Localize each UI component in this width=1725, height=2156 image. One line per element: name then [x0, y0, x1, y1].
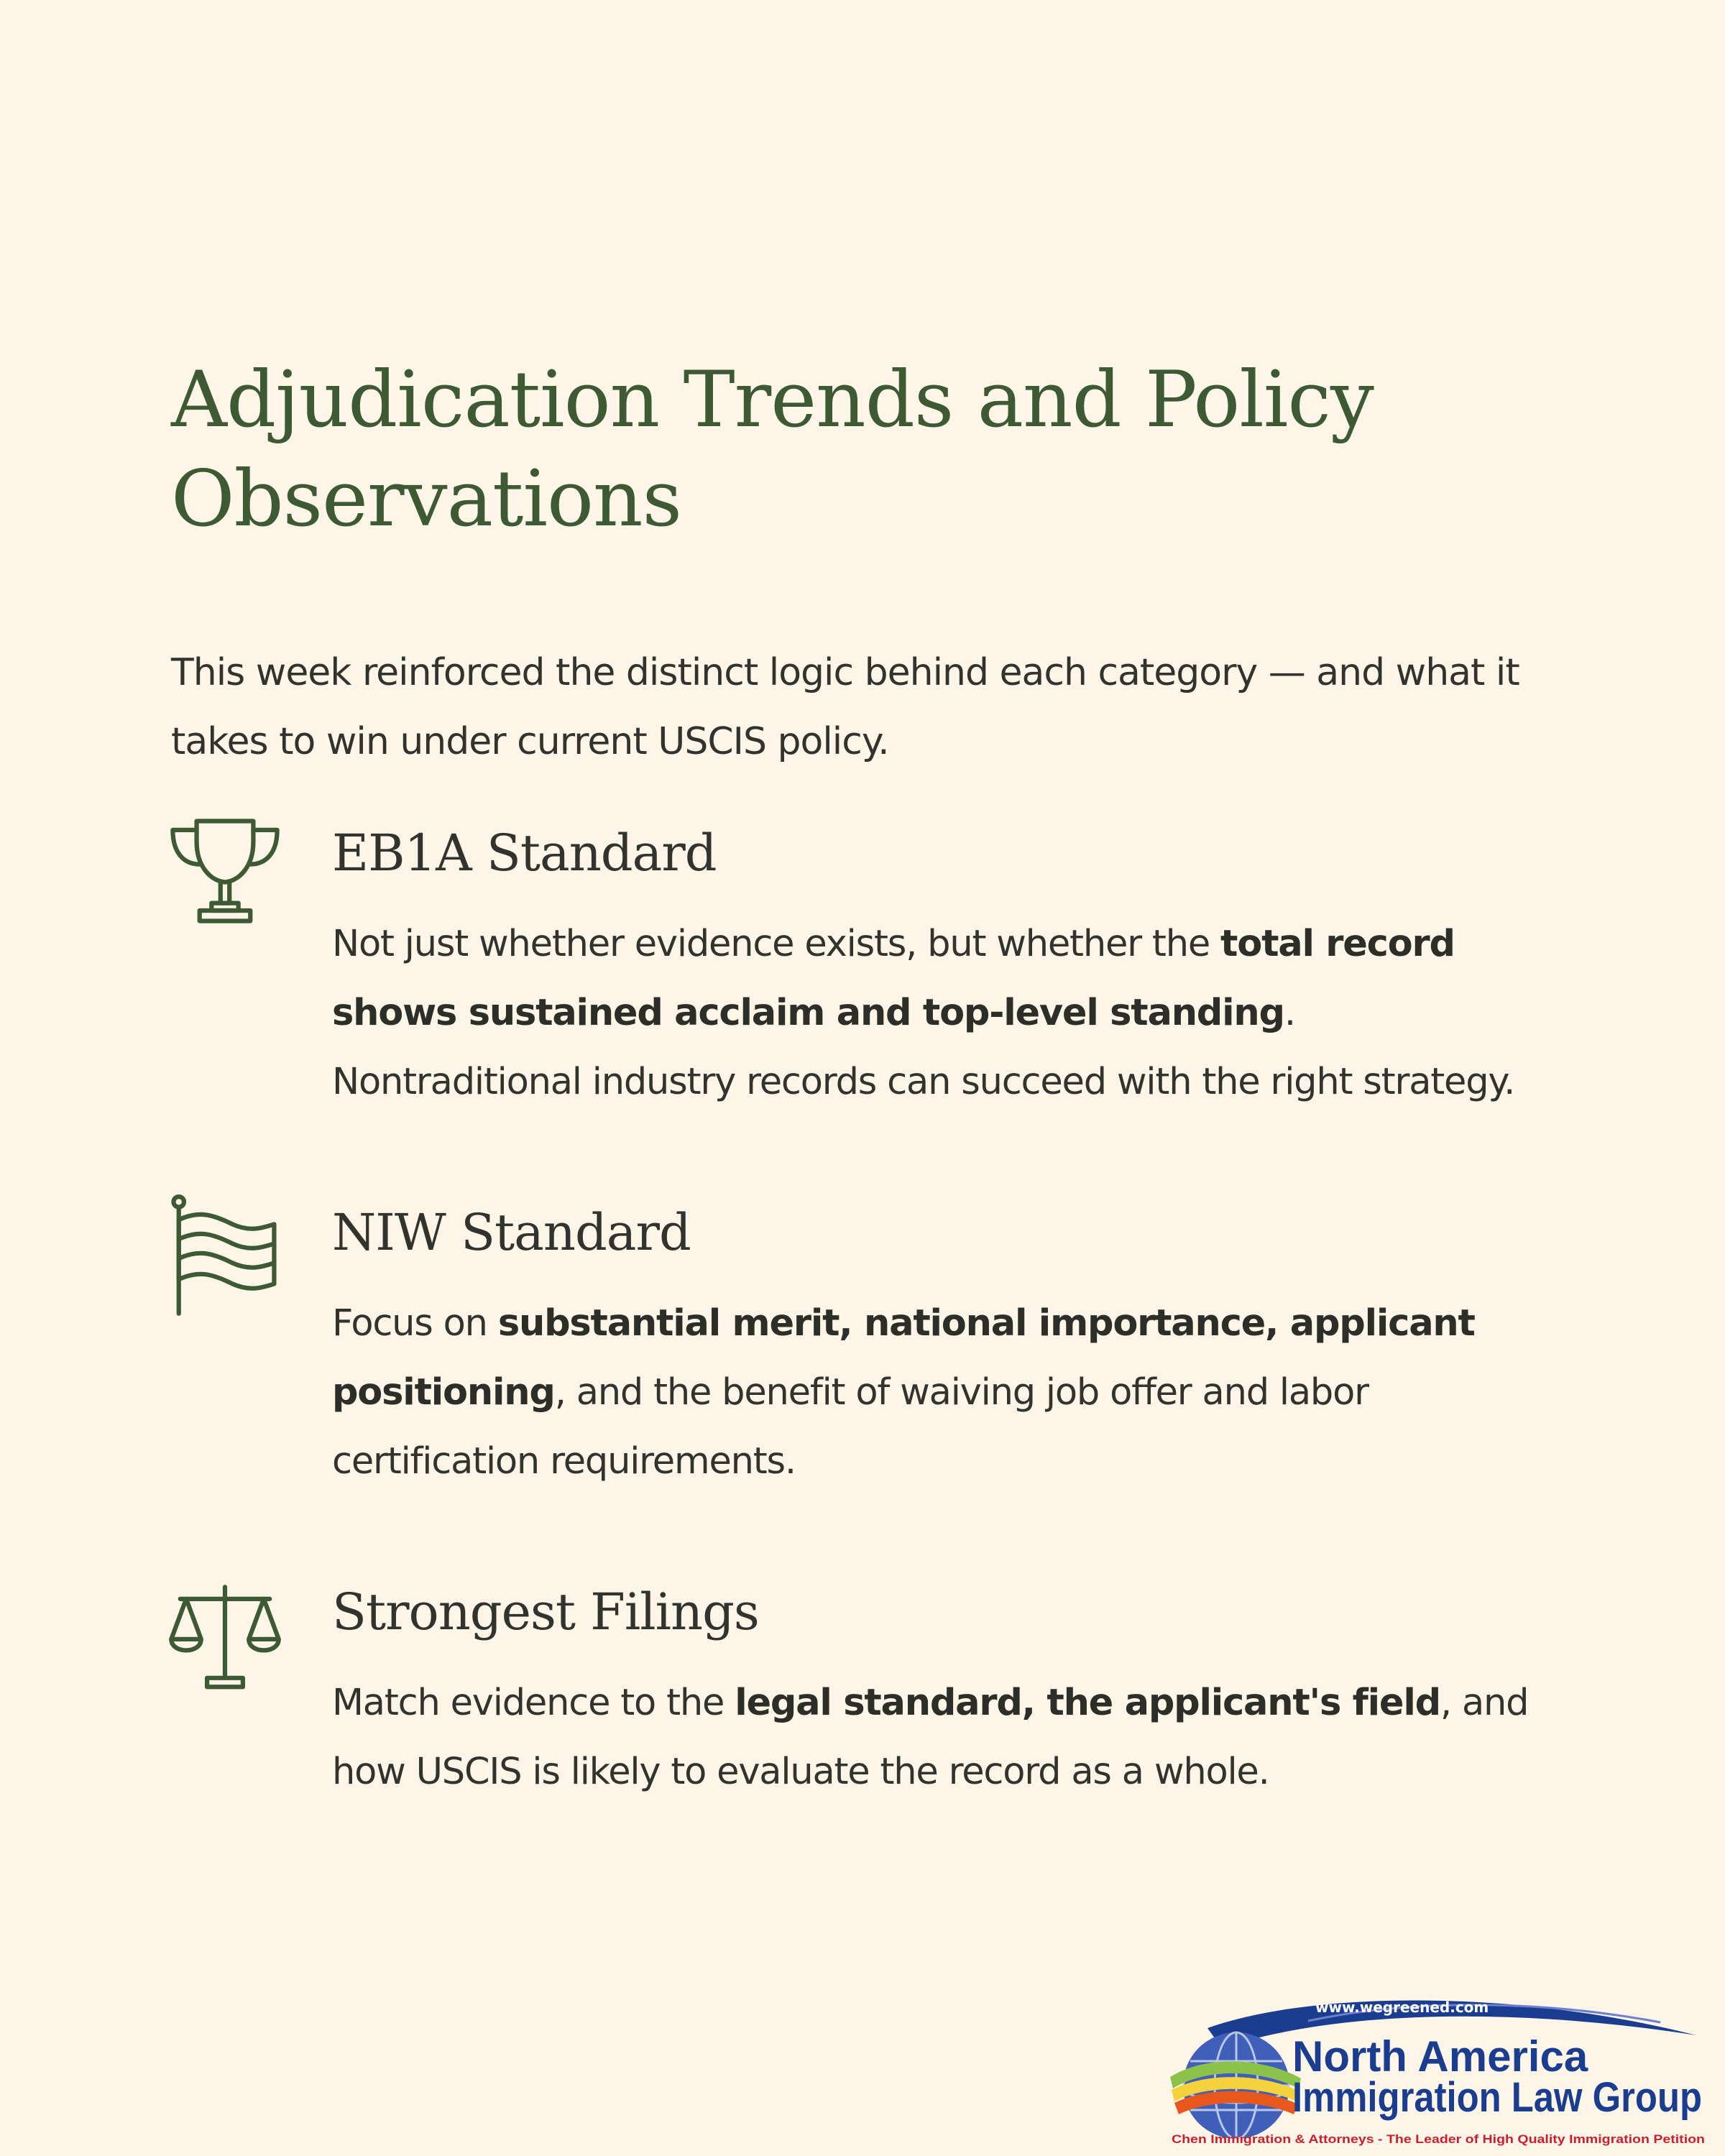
section-body-eb1a: Not just whether evidence exists, but whether the total record shows sustained acclaim and top-level standing. Nontraditional industry records can succeed with the right strategy. [332, 923, 1515, 1103]
trophy-icon [165, 812, 285, 931]
logo [1164, 1992, 1711, 2150]
flag-icon [165, 1194, 285, 1317]
logo-name-line1: North America [1292, 2032, 1588, 2081]
logo-tagline: Chen Immigration & Attorneys - The Leader of High Quality Immigration Petition [1172, 2132, 1705, 2146]
scales-icon [165, 1583, 285, 1702]
page-title: Adjudication Trends and Policy Observations [171, 355, 1374, 544]
intro-paragraph: This week reinforced the distinct logic behind each category — and what it takes to win under current USCIS policy. [171, 651, 1519, 763]
section-title-niw: NIW Standard [332, 1203, 691, 1262]
logo-name-line2: Immigration Law Group [1292, 2074, 1702, 2121]
section-title-eb1a: EB1A Standard [332, 824, 717, 883]
logo-url: www.wegreened.com [1315, 1999, 1489, 2016]
section-body-strongest-filings: Match evidence to the legal standard, the applicant's field, and how USCIS is likely to evaluate the record as a whole. [332, 1682, 1529, 1793]
section-title-strongest-filings: Strongest Filings [332, 1583, 759, 1641]
section-body-niw: Focus on substantial merit, national importance, applicant positioning, and the benefit of waiving job offer and labor certification requirements. [332, 1302, 1475, 1483]
